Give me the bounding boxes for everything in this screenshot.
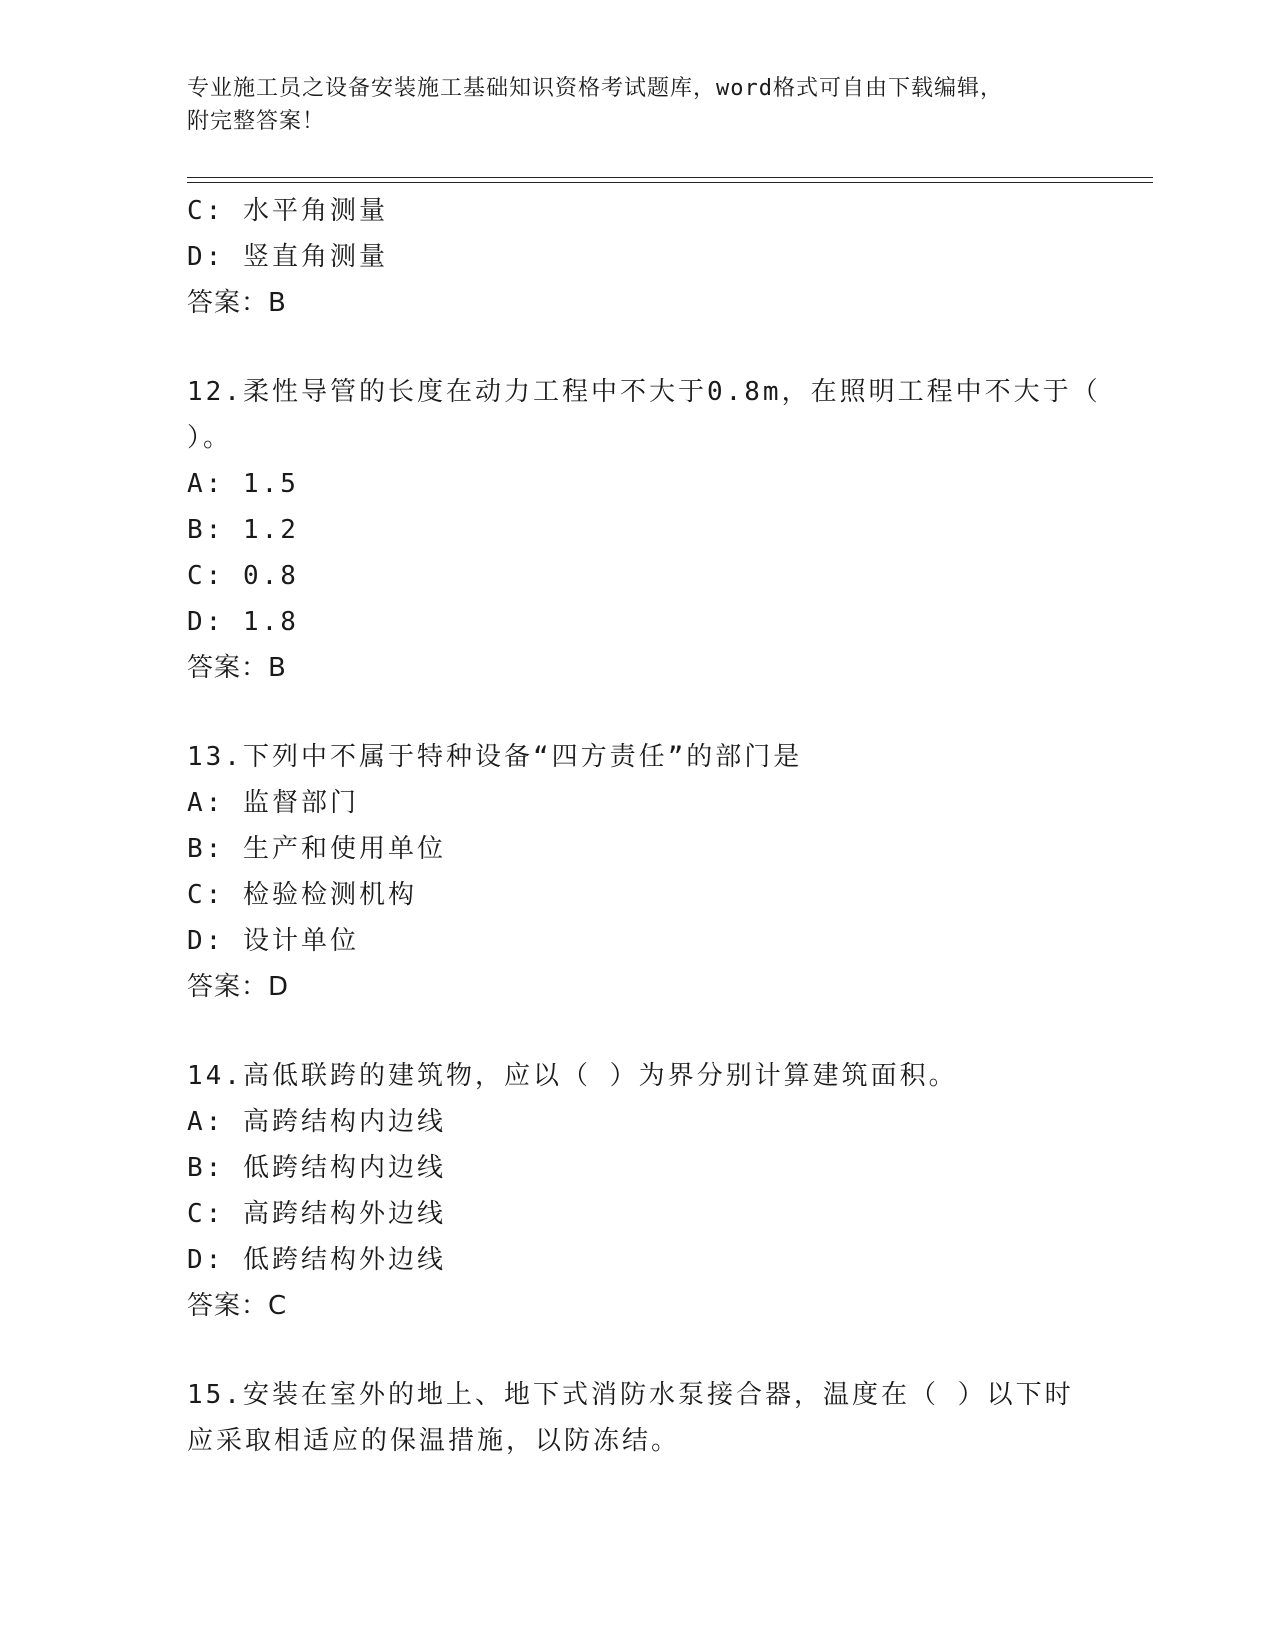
answer: 答案：D xyxy=(187,972,290,1002)
question-fragment xyxy=(187,188,1087,326)
document-body xyxy=(187,188,1101,1464)
option-b: B: 生产和使用单位 xyxy=(187,834,446,864)
option-c: C: 检验检测机构 xyxy=(187,880,417,910)
document-header xyxy=(187,72,1067,138)
question-stem-continued: ）。 xyxy=(187,423,233,453)
option-d: D: 低跨结构外边线 xyxy=(187,1245,446,1275)
option-c: C: 0.8 xyxy=(187,561,299,591)
question-13 xyxy=(187,734,1087,1010)
option-a: A: 高跨结构内边线 xyxy=(187,1107,446,1137)
header-rule-top xyxy=(187,177,1153,178)
question-stem: 12.柔性导管的长度在动力工程中不大于0.8m，在照明工程中不大于（ xyxy=(187,377,1101,407)
option-d: D: 竖直角测量 xyxy=(187,242,388,272)
option-c: C: 水平角测量 xyxy=(187,196,388,226)
option-c: C: 高跨结构外边线 xyxy=(187,1199,446,1229)
answer: 答案：B xyxy=(187,288,287,318)
option-d: D: 1.8 xyxy=(187,607,299,637)
question-stem-continued: 应采取相适应的保温措施，以防冻结。 xyxy=(187,1426,681,1456)
header-line-2: 附完整答案！ xyxy=(187,109,326,134)
option-a: A: 监督部门 xyxy=(187,788,359,818)
answer: 答案：B xyxy=(187,653,287,683)
option-b: B: 低跨结构内边线 xyxy=(187,1153,446,1183)
header-line-1: 专业施工员之设备安装施工基础知识资格考试题库，word格式可自由下载编辑， xyxy=(187,76,1003,101)
question-stem: 14.高低联跨的建筑物，应以（ ）为界分别计算建筑面积。 xyxy=(187,1061,958,1091)
question-stem: 13.下列中不属于特种设备“四方责任”的部门是 xyxy=(187,742,803,772)
question-12 xyxy=(187,369,1101,691)
option-d: D: 设计单位 xyxy=(187,926,359,956)
header-rule-bottom xyxy=(187,182,1153,183)
option-b: B: 1.2 xyxy=(187,515,299,545)
answer: 答案：C xyxy=(187,1291,288,1321)
option-a: A: 1.5 xyxy=(187,469,299,499)
question-14 xyxy=(187,1053,1087,1329)
question-15 xyxy=(187,1372,1087,1464)
question-stem: 15.安装在室外的地上、地下式消防水泵接合器，温度在（ ）以下时 xyxy=(187,1380,1074,1410)
